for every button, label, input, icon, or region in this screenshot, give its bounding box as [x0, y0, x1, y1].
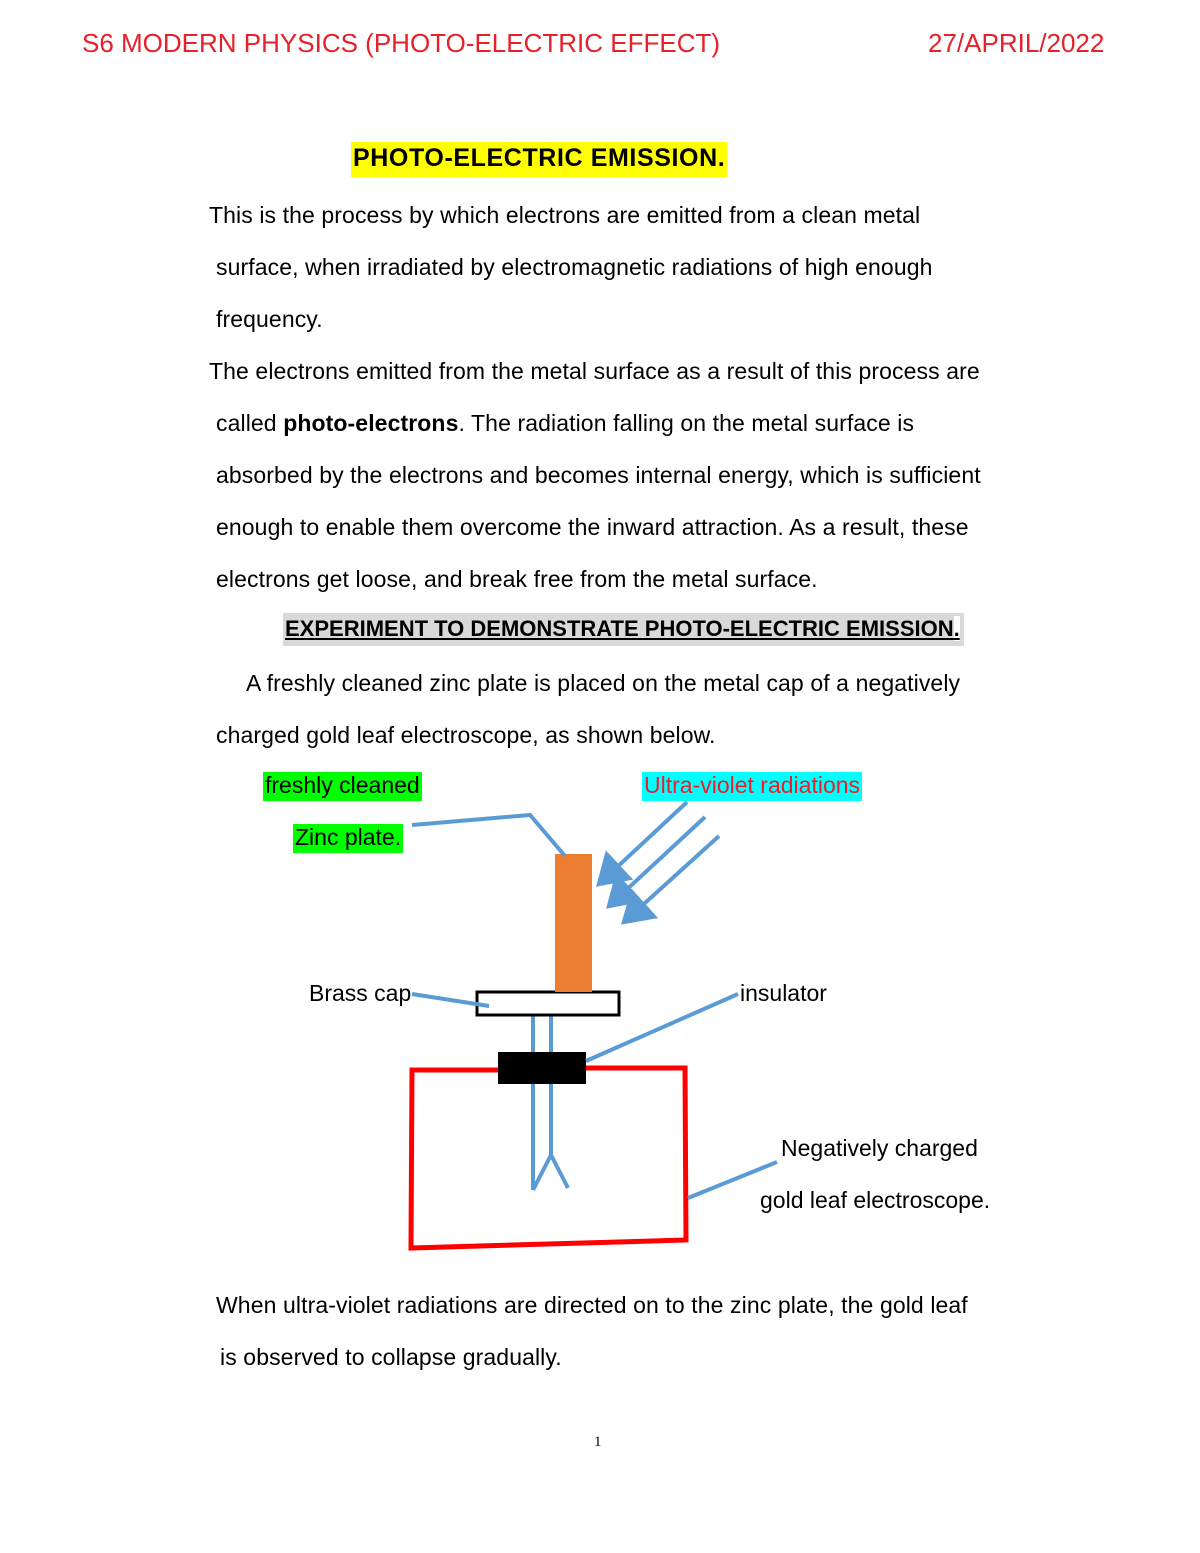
para2-line-2-post: . The radiation falling on the metal surface is	[458, 410, 915, 436]
label-uv: Ultra-violet radiations	[642, 772, 862, 801]
gold-leaf	[533, 1155, 568, 1190]
label-insulator: insulator	[740, 980, 827, 1006]
photo-electrons-term: photo-electrons	[283, 410, 459, 436]
experiment-line-2: charged gold leaf electroscope, as shown below.	[216, 722, 716, 748]
para2-line-3: absorbed by the electrons and becomes internal energy, which is sufficient	[216, 462, 981, 488]
header-date: 27/APRIL/2022	[928, 28, 1105, 58]
page-title: PHOTO-ELECTRIC EMISSION.	[351, 142, 727, 177]
header-title: S6 MODERN PHYSICS (PHOTO-ELECTRIC EFFECT)	[82, 28, 721, 58]
label-electroscope-line-1: Negatively charged	[781, 1135, 978, 1161]
pointer-zinc	[412, 815, 565, 856]
conclusion-line-1: When ultra-violet radiations are directed on to the zinc plate, the gold leaf	[216, 1292, 968, 1318]
zinc-plate	[555, 854, 592, 992]
label-zinc-line-2: Zinc plate.	[293, 824, 403, 853]
brass-cap	[477, 992, 619, 1015]
para2-line-4: enough to enable them overcome the inward attraction. As a result, these	[216, 514, 969, 540]
intro-line-2: surface, when irradiated by electromagnetic radiations of high enough	[216, 254, 933, 280]
experiment-line-1: A freshly cleaned zinc plate is placed on the metal cap of a negatively	[246, 670, 961, 696]
label-electroscope-line-2: gold leaf electroscope.	[760, 1187, 991, 1213]
page-number: 1	[594, 1434, 602, 1450]
insulator-block	[498, 1052, 586, 1084]
pointer-electroscope	[688, 1162, 777, 1198]
experiment-heading-text: EXPERIMENT TO DEMONSTRATE PHOTO-ELECTRIC EMISSION	[285, 616, 954, 641]
para2-line-2-pre: called	[216, 410, 284, 436]
uv-ray-1	[599, 802, 687, 884]
conclusion-line-2: is observed to collapse gradually.	[220, 1344, 562, 1370]
para2-line-1: The electrons emitted from the metal surface as a result of this process are	[209, 358, 980, 384]
label-zinc-line-1: freshly cleaned	[263, 772, 422, 801]
intro-line-3: frequency.	[216, 306, 323, 332]
para2-line-5: electrons get loose, and break free from the metal surface.	[216, 566, 818, 592]
experiment-heading-tail: .	[953, 616, 960, 641]
intro-line-1: This is the process by which electrons are emitted from a clean metal	[209, 202, 921, 228]
label-brass-cap: Brass cap	[309, 980, 412, 1006]
